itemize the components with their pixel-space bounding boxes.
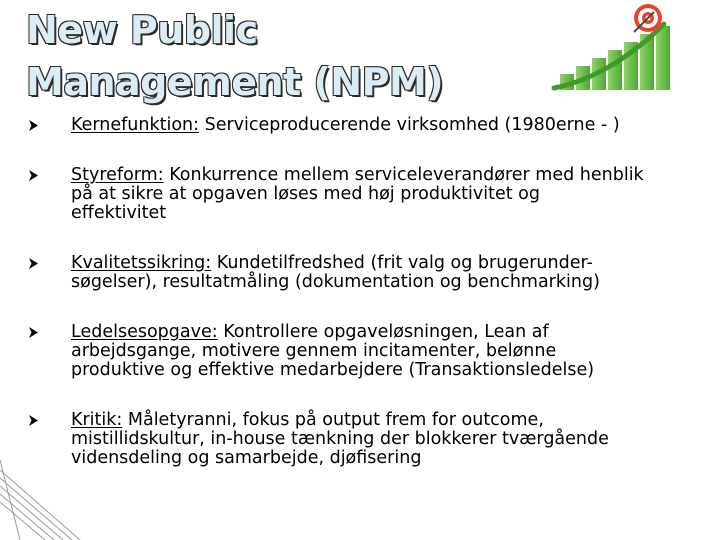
bullet-term: Kritik:	[71, 410, 123, 430]
bullet-text: Kontrollere opgaveløsningen, Lean af	[223, 322, 549, 342]
slide-title	[26, 4, 456, 108]
bullet-kvalitetssikring	[28, 254, 718, 292]
bullet-text: effektivitet	[71, 203, 167, 223]
bullet-kritik	[28, 411, 718, 468]
arrow-bullet-icon	[28, 257, 39, 270]
arrow-bullet-icon	[28, 414, 39, 427]
title-line-2: Management (NPM)	[26, 60, 444, 104]
bar-chart-target-icon	[546, 0, 706, 100]
bullet-text: Serviceproducerende virksomhed (1980erne - )	[204, 115, 620, 135]
bullet-text: produktive og effektive medarbejdere (Transaktionsledelse)	[71, 360, 595, 380]
bullet-ledelsesopgave	[28, 323, 718, 380]
bullet-text: arbejdsgange, motivere gennem incitamenter, belønne	[71, 341, 557, 361]
bullet-term: Styreform:	[71, 165, 164, 185]
bullet-term: Kernefunktion:	[71, 115, 200, 135]
bullet-kernefunktion	[28, 116, 718, 135]
bullet-text: Konkurrence mellem serviceleverandører med henblik	[169, 165, 644, 185]
bullet-text: Måletyranni, fokus på output frem for outcome,	[127, 410, 544, 430]
bullet-term: Kvalitetssikring:	[71, 253, 212, 273]
bullet-styreform	[28, 166, 718, 223]
arrow-bullet-icon	[28, 119, 39, 132]
arrow-bullet-icon	[28, 326, 39, 339]
bullet-term: Ledelsesopgave:	[71, 322, 218, 342]
bullet-text: på at sikre at opgaven løses med høj produktivitet og	[71, 184, 540, 204]
bullet-text: Kundetilfredshed (frit valg og brugerunder-	[216, 253, 593, 273]
bullet-text: vidensdeling og samarbejde, djøfisering	[71, 448, 422, 468]
bullet-text: mistillidskultur, in-house tænkning der blokkerer tværgående	[71, 429, 609, 449]
arrow-bullet-icon	[28, 169, 39, 182]
title-line-1: New Public	[26, 8, 258, 52]
bullet-list	[28, 116, 718, 468]
bullet-text: søgelser), resultatmåling (dokumentation og benchmarking)	[71, 272, 600, 292]
